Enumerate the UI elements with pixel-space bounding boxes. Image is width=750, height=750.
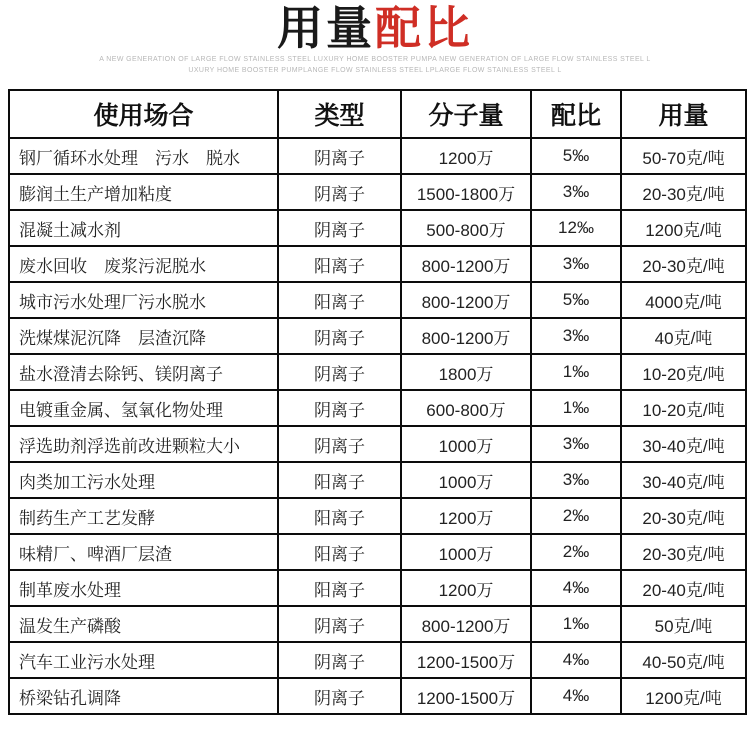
table-row (9, 174, 746, 210)
table-cell: 阴离子 (278, 642, 401, 678)
table-row (9, 678, 746, 714)
table-cell: 混凝土减水剂 (9, 210, 278, 246)
table-cell: 1200万 (401, 138, 531, 174)
subtitle-line-1: A NEW GENERATION OF LARGE FLOW STAINLESS STEEL LUXURY HOME BOOSTER PUMPA NEW GENERATION OF LARGE FLOW STAINLESS STEEL L (99, 56, 651, 64)
dosage-ratio-table (8, 89, 747, 715)
table-cell: 阴离子 (278, 426, 401, 462)
table-cell: 制药生产工艺发酵 (9, 498, 278, 534)
table-cell: 800-1200万 (401, 318, 531, 354)
table-cell: 4‰ (531, 642, 621, 678)
table-cell: 膨润土生产增加粘度 (9, 174, 278, 210)
table-cell: 阳离子 (278, 570, 401, 606)
table-cell: 1200万 (401, 570, 531, 606)
table-cell: 3‰ (531, 318, 621, 354)
table-row (9, 246, 746, 282)
table-row (9, 570, 746, 606)
table-cell: 3‰ (531, 426, 621, 462)
table-cell: 12‰ (531, 210, 621, 246)
page-title-red-part: 配比 (375, 2, 473, 54)
table-cell: 阳离子 (278, 498, 401, 534)
table-cell: 1800万 (401, 354, 531, 390)
table-cell: 800-1200万 (401, 606, 531, 642)
column-header-2: 分子量 (401, 90, 531, 138)
table-row (9, 642, 746, 678)
table-cell: 阴离子 (278, 606, 401, 642)
table-cell: 2‰ (531, 534, 621, 570)
table-cell: 30-40克/吨 (621, 426, 746, 462)
table-cell: 阳离子 (278, 246, 401, 282)
table-cell: 600-800万 (401, 390, 531, 426)
table-cell: 1000万 (401, 534, 531, 570)
table-row (9, 462, 746, 498)
table-row (9, 426, 746, 462)
table-row (9, 534, 746, 570)
table-cell: 温发生产磷酸 (9, 606, 278, 642)
table-cell: 10-20克/吨 (621, 390, 746, 426)
table-cell: 阳离子 (278, 282, 401, 318)
table-row (9, 138, 746, 174)
table-row (9, 318, 746, 354)
table-cell: 1200克/吨 (621, 678, 746, 714)
table-cell: 汽车工业污水处理 (9, 642, 278, 678)
table-cell: 1‰ (531, 390, 621, 426)
table-cell: 3‰ (531, 174, 621, 210)
table-cell: 40克/吨 (621, 318, 746, 354)
table-cell: 1000万 (401, 462, 531, 498)
table-cell: 20-40克/吨 (621, 570, 746, 606)
table-row (9, 390, 746, 426)
column-header-3: 配比 (531, 90, 621, 138)
table-cell: 阴离子 (278, 390, 401, 426)
table-row (9, 210, 746, 246)
table-row (9, 282, 746, 318)
table-cell: 50克/吨 (621, 606, 746, 642)
table-cell: 20-30克/吨 (621, 246, 746, 282)
table-cell: 40-50克/吨 (621, 642, 746, 678)
table-cell: 浮选助剂浮选前改进颗粒大小 (9, 426, 278, 462)
table-cell: 废水回收 废浆污泥脱水 (9, 246, 278, 282)
table-cell: 阴离子 (278, 174, 401, 210)
column-header-0: 使用场合 (9, 90, 278, 138)
table-cell: 4000克/吨 (621, 282, 746, 318)
table-cell: 4‰ (531, 570, 621, 606)
table-cell: 4‰ (531, 678, 621, 714)
table-row (9, 606, 746, 642)
table-cell: 5‰ (531, 282, 621, 318)
table-cell: 1200克/吨 (621, 210, 746, 246)
subtitle-line-2: UXURY HOME BOOSTER PUMPLANGE FLOW STAINLESS STEEL LPLARGE FLOW STAINLESS STEEL L (188, 66, 562, 74)
table-cell: 5‰ (531, 138, 621, 174)
table-cell: 20-30克/吨 (621, 498, 746, 534)
table-cell: 盐水澄清去除钙、镁阴离子 (9, 354, 278, 390)
table-cell: 阴离子 (278, 210, 401, 246)
table-cell: 阳离子 (278, 534, 401, 570)
table-cell: 味精厂、啤酒厂层渣 (9, 534, 278, 570)
subtitle (0, 55, 750, 76)
table-cell: 10-20克/吨 (621, 354, 746, 390)
table-cell: 桥梁钻孔调降 (9, 678, 278, 714)
page-title (0, 0, 750, 52)
table-cell: 阴离子 (278, 678, 401, 714)
table-cell: 制革废水处理 (9, 570, 278, 606)
table-cell: 阴离子 (278, 354, 401, 390)
table-cell: 50-70克/吨 (621, 138, 746, 174)
table-cell: 3‰ (531, 462, 621, 498)
table-cell: 钢厂循环水处理 污水 脱水 (9, 138, 278, 174)
table-cell: 1500-1800万 (401, 174, 531, 210)
page-title-black-part: 用量 (277, 2, 375, 54)
table-cell: 20-30克/吨 (621, 174, 746, 210)
table-cell: 阴离子 (278, 318, 401, 354)
table-cell: 洗煤煤泥沉降 层渣沉降 (9, 318, 278, 354)
table-cell: 阳离子 (278, 462, 401, 498)
table-cell: 2‰ (531, 498, 621, 534)
table-cell: 30-40克/吨 (621, 462, 746, 498)
table-cell: 1000万 (401, 426, 531, 462)
column-header-4: 用量 (621, 90, 746, 138)
table-cell: 1200万 (401, 498, 531, 534)
column-header-1: 类型 (278, 90, 401, 138)
table-cell: 阴离子 (278, 138, 401, 174)
table-cell: 800-1200万 (401, 246, 531, 282)
table-cell: 电镀重金属、氢氧化物处理 (9, 390, 278, 426)
table-cell: 1200-1500万 (401, 678, 531, 714)
table-cell: 城市污水处理厂污水脱水 (9, 282, 278, 318)
table-cell: 500-800万 (401, 210, 531, 246)
table-cell: 3‰ (531, 246, 621, 282)
table-cell: 肉类加工污水处理 (9, 462, 278, 498)
table-row (9, 354, 746, 390)
table-cell: 1‰ (531, 354, 621, 390)
table-header-row (9, 90, 746, 138)
table-cell: 1‰ (531, 606, 621, 642)
table-row (9, 498, 746, 534)
table-cell: 1200-1500万 (401, 642, 531, 678)
table-cell: 800-1200万 (401, 282, 531, 318)
table-cell: 20-30克/吨 (621, 534, 746, 570)
